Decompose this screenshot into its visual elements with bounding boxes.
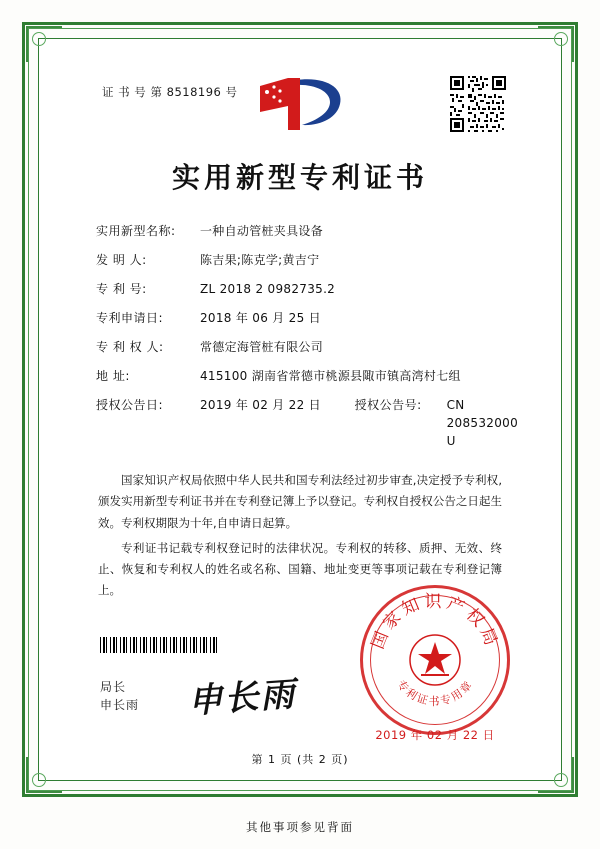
field-row-application-date bbox=[96, 309, 518, 327]
certificate-fields bbox=[96, 222, 518, 450]
field-label: 授权公告号: bbox=[354, 398, 422, 412]
legal-paragraph-2: 专利证书记载专利权登记时的法律状况。专利权的转移、质押、无效、终止、恢复和专利权人的姓名或名称、国籍、地址变更等事项记载在专利登记簿上。 bbox=[98, 540, 502, 598]
legal-text bbox=[98, 470, 502, 602]
field-row-patentee bbox=[96, 338, 518, 356]
certificate-header bbox=[74, 60, 526, 138]
field-value: 2019 年 02 月 22 日 bbox=[200, 398, 321, 412]
certificate-content bbox=[38, 38, 562, 781]
field-label: 专 利 号: bbox=[96, 282, 147, 296]
official-seal bbox=[360, 585, 510, 735]
field-value: CN 208532000 U bbox=[446, 398, 519, 448]
field-row-grant-announcement bbox=[96, 396, 518, 450]
field-label: 专 利 权 人: bbox=[96, 340, 164, 354]
field-row-utility-model-name bbox=[96, 222, 518, 240]
field-value: 陈吉果;陈克学;黄吉宁 bbox=[200, 253, 320, 267]
seal-emblem-icon bbox=[407, 632, 463, 688]
field-label: 地 址: bbox=[96, 369, 130, 383]
field-value: 2018 年 06 月 25 日 bbox=[200, 311, 321, 325]
field-label: 专利申请日: bbox=[96, 311, 164, 325]
signature-block bbox=[100, 678, 139, 715]
field-label: 实用新型名称: bbox=[96, 224, 176, 238]
grant-number-group bbox=[355, 396, 518, 450]
field-value: 415100 湖南省常德市桃源县陬市镇高湾村七组 bbox=[200, 369, 461, 383]
field-row-patent-number bbox=[96, 280, 518, 298]
svg-text:专利证书专用章: 专利证书专用章 bbox=[394, 677, 476, 708]
field-value: 一种自动管桩夹具设备 bbox=[200, 224, 324, 238]
director-title-label: 局长 bbox=[100, 679, 127, 694]
field-label: 发 明 人: bbox=[96, 253, 147, 267]
certificate-number: 证 书 号 第 8518196 号 bbox=[102, 85, 238, 99]
field-label: 授权公告日: bbox=[96, 398, 164, 412]
page-indicator: 第 1 页 (共 2 页) bbox=[251, 753, 349, 766]
seal-date: 2019 年 02 月 22 日 bbox=[375, 728, 495, 742]
barcode bbox=[100, 637, 218, 653]
field-value: 常德定海管桩有限公司 bbox=[200, 340, 324, 354]
grant-date-group bbox=[96, 396, 355, 414]
cnipa-logo bbox=[252, 72, 348, 134]
legal-paragraph-1: 国家知识产权局依照中华人民共和国专利法经过初步审查,决定授予专利权,颁发实用新型专利证书并在专利登记簿上予以登记。专利权自授权公告之日起生效。专利权期限为十年,自申请日起算。 bbox=[98, 473, 502, 530]
qr-code bbox=[448, 74, 508, 134]
handwritten-signature: 申长雨 bbox=[186, 674, 298, 722]
director-name-label: 申长雨 bbox=[100, 698, 140, 713]
field-row-address bbox=[96, 367, 518, 385]
field-row-inventors bbox=[96, 251, 518, 269]
field-value: ZL 2018 2 0982735.2 bbox=[200, 282, 336, 296]
footer-note: 其他事项参见背面 bbox=[246, 820, 354, 834]
svg-text:国家知识产权局: 国家知识产权局 bbox=[367, 592, 503, 652]
page-title: 实用新型专利证书 bbox=[171, 161, 428, 194]
